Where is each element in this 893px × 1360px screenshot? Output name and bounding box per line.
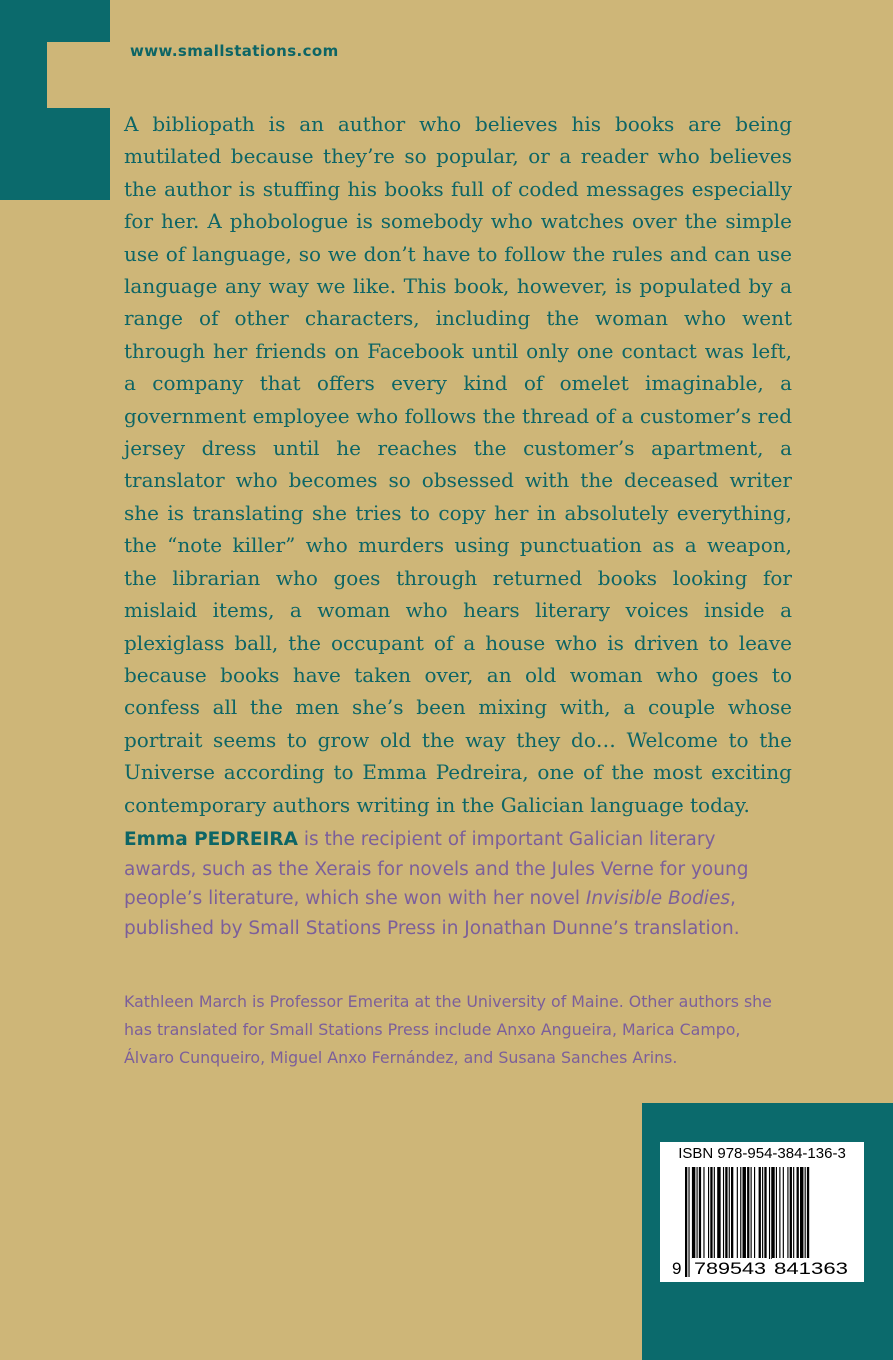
barcode-bar-5: [703, 1167, 704, 1259]
book-title: Invisible Bodies: [585, 888, 730, 910]
publisher-f-logo: [0, 0, 110, 200]
barcode-bar-29: [790, 1167, 792, 1259]
isbn-label: ISBN 978-954-384-136-3: [678, 1145, 846, 1162]
barcode-bar-2: [692, 1167, 695, 1259]
barcode-bar-19: [754, 1167, 755, 1259]
barcode-bar-23: [769, 1167, 770, 1259]
publisher-url[interactable]: www.smallstations.com: [130, 42, 339, 60]
book-blurb: A bibliopath is an author who believes his books are being mutilated because they’re so popular, or a reader who believes the author is stuffing his books full of coded messages especially for her. A phobologue is somebody who watches over the simple use of language, so we don’t have to follow the rules and can use language any way we like. This book, however, is populated by a range of other characters, including the woman who went through her friends on Facebook until only one contact was left, a company that offers every kind of omelet imaginable, a government employee who follows the thread of a customer’s red jersey dress until he reaches the customer’s apartment, a translator who becomes so obsessed with the deceased writer she is translating she tries to copy her in absolutely everything, the “note killer” who murders using punctuation as a weapon, the librarian who goes through returned books looking for mislaid items, a woman who hears literary voices inside a plexiglass ball, the occupant of a house who is driven to leave because books have taken over, an old woman who goes to confess all the men she’s been mixing with, a couple whose portrait seems to grow old the way they do… Welcome to the Universe according to Emma Pedreira, one of the most exciting contemporary authors writing in the Galician language today.: [124, 112, 792, 817]
barcode-bar-12: [729, 1167, 730, 1259]
barcode-bar-13: [731, 1167, 733, 1259]
barcode-digits-left: 789543: [694, 1259, 766, 1277]
barcode-bar-1: [688, 1167, 689, 1277]
barcode-bar-25: [776, 1167, 777, 1259]
barcode-bar-11: [725, 1167, 727, 1259]
barcode-bar-7: [710, 1167, 712, 1259]
author-bio: [124, 825, 789, 943]
barcode-bar-21: [762, 1167, 763, 1259]
barcode-bar-30: [793, 1167, 794, 1259]
translator-bio: Kathleen March is Professor Emerita at the University of Maine. Other authors she has translated for Small Stations Press include Anxo Angueira, Marica Campo, Álvaro Cunqueiro, Miguel Anxo Fernández, and Susana Sanches Arins.: [124, 992, 772, 1068]
barcode-bar-31: [797, 1167, 799, 1259]
barcode-digits-right: 841363: [774, 1259, 848, 1277]
barcode-bar-27: [783, 1167, 784, 1259]
barcode-bar-0: [685, 1167, 687, 1277]
barcode-digit-first: 9: [672, 1259, 682, 1277]
barcode-bar-28: [787, 1167, 788, 1259]
barcode-bar-8: [714, 1167, 715, 1259]
barcode-bar-6: [708, 1167, 709, 1259]
barcode-bar-24: [771, 1167, 774, 1259]
isbn-barcode: [660, 1142, 864, 1282]
barcode-bar-32: [800, 1167, 803, 1259]
author-bio-text-end: , published by Small Stations Press in Jonathan Dunne’s translation.: [124, 888, 740, 939]
barcode-bar-22: [764, 1167, 766, 1259]
barcode-bar-3: [697, 1167, 698, 1259]
barcode-bar-16: [743, 1167, 746, 1259]
author-name: Emma PEDREIRA: [124, 829, 298, 850]
barcode-bars: [671, 1167, 859, 1277]
barcode-bar-9: [717, 1167, 720, 1259]
barcode-bar-10: [723, 1167, 724, 1259]
barcode-bar-20: [759, 1167, 761, 1259]
barcode-bar-15: [740, 1167, 741, 1259]
author-bio-text: is the recipient of important Galician literary awards, such as the Xerais for novels and the Jules Verne for young people’s literature, which she won with her novel: [124, 829, 749, 910]
barcode-bar-4: [699, 1167, 701, 1259]
barcode-bar-14: [737, 1167, 738, 1259]
barcode-bar-26: [779, 1167, 780, 1259]
